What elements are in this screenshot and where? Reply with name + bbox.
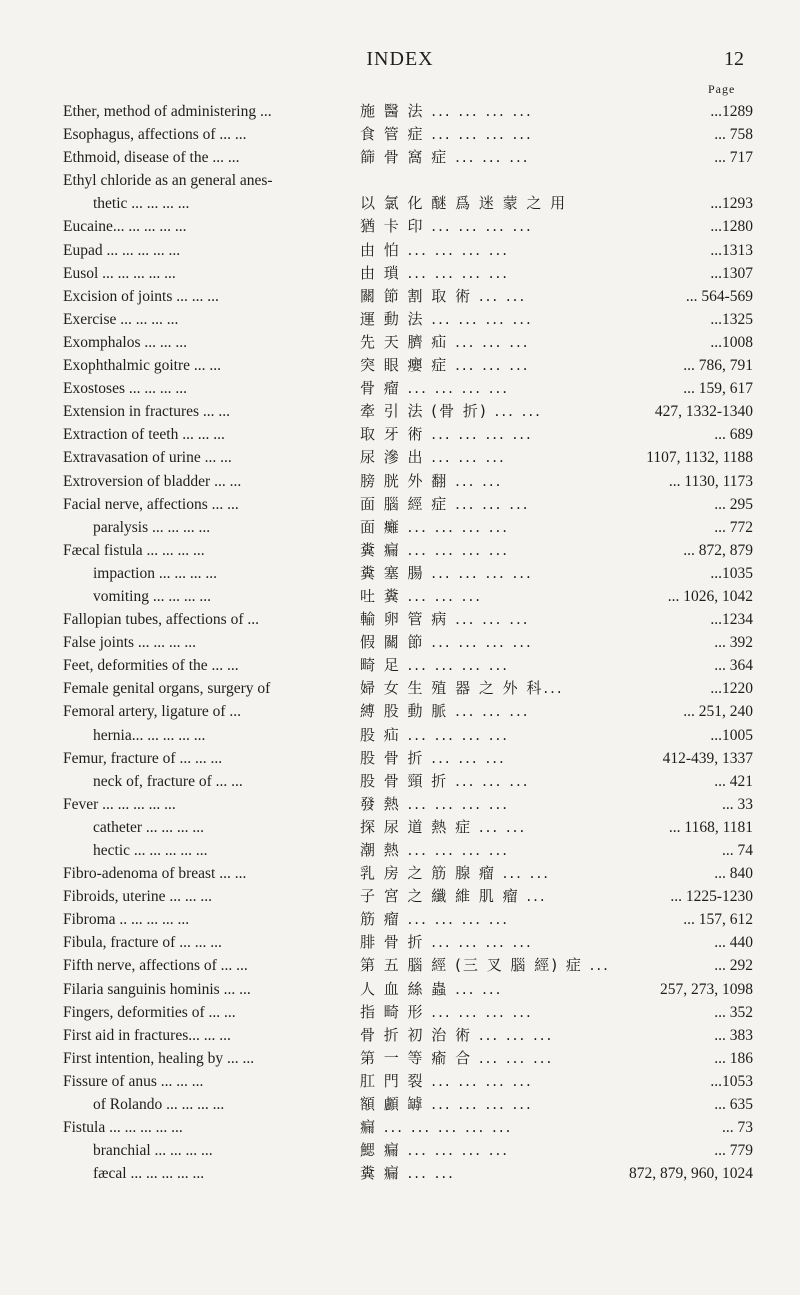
index-entry (63, 354, 763, 377)
entry-page-reference: ... 73 (722, 1119, 753, 1137)
entry-english-term: catheter ... ... ... ... (93, 818, 205, 836)
entry-page-reference: ... 74 (722, 842, 753, 859)
index-entry (63, 608, 763, 631)
index-entry (63, 377, 763, 400)
entry-english-term: Esophagus, affections of ... ... (63, 126, 247, 144)
index-entry (63, 724, 763, 747)
entry-chinese-term: 乳 房 之 筋 腺 瘤 ... ... (360, 864, 550, 883)
index-entry (63, 770, 763, 793)
entry-chinese-term: 牽 引 法 (骨 折) ... ... (360, 402, 542, 421)
entry-chinese-term: 發 熱 ... ... ... ... (360, 794, 510, 813)
entry-chinese-term: 瘺 ... ... ... ... ... (360, 1118, 513, 1137)
index-entry (63, 100, 763, 123)
entry-page-reference: ... 779 (714, 1142, 753, 1160)
running-head-title: INDEX (366, 48, 434, 70)
index-entry (63, 1070, 763, 1093)
index-entry (63, 239, 763, 262)
entry-page-reference: ... 786, 791 (683, 357, 753, 375)
index-entry (63, 400, 763, 423)
entry-page-reference: 1107, 1132, 1188 (646, 449, 753, 467)
index-entry (63, 331, 763, 354)
index-entry (63, 931, 763, 954)
entry-page-reference: ...1280 (710, 218, 753, 236)
entry-page-reference: ... 758 (714, 126, 753, 144)
entry-english-term: Fibro-adenoma of breast ... ... (63, 865, 247, 883)
index-entry (63, 308, 763, 331)
entry-english-term: paralysis ... ... ... ... (93, 518, 211, 536)
index-entry (63, 862, 763, 885)
index-entry (63, 493, 763, 516)
index-entry (63, 1162, 763, 1185)
entry-chinese-term: 由 怕 ... ... ... ... (360, 240, 510, 259)
entry-english-term: Fibroids, uterine ... ... ... (63, 888, 212, 906)
entry-english-term: First intention, healing by ... ... (63, 1049, 255, 1067)
entry-page-reference: ... 564-569 (685, 287, 753, 305)
index-entry (63, 908, 763, 931)
index-entry (63, 954, 763, 977)
entry-page-reference: ... 251, 240 (683, 703, 753, 721)
index-entry (63, 631, 763, 654)
entry-chinese-term: 糞 瘺 ... ... (360, 1164, 455, 1183)
entry-chinese-term: 人 血 絲 蟲 ... ... (360, 979, 503, 998)
entry-english-term: Fever ... ... ... ... ... (63, 795, 176, 813)
entry-chinese-term: 由 瑣 ... ... ... ... (360, 263, 510, 282)
entry-english-term: thetic ... ... ... ... (93, 195, 190, 213)
index-entry (63, 747, 763, 770)
entry-chinese-term: 假 關 節 ... ... ... ... (360, 633, 533, 652)
index-entry (63, 539, 763, 562)
entry-chinese-term: 額 顱 罅 ... ... ... ... (360, 1095, 533, 1114)
entry-english-term: Extraction of teeth ... ... ... (63, 426, 225, 444)
entry-page-reference: ...1307 (710, 264, 753, 282)
entry-page-reference: ... 186 (714, 1049, 753, 1067)
entry-english-term: Exercise ... ... ... ... (63, 310, 179, 328)
entry-page-reference: ...1053 (710, 1072, 753, 1090)
entry-english-term: Filaria sanguinis hominis ... ... (63, 980, 251, 998)
entry-page-reference: ... 421 (714, 772, 753, 790)
index-entry (63, 169, 763, 192)
entry-page-reference: ... 364 (714, 657, 753, 675)
entry-page-reference: ... 159, 617 (683, 380, 753, 398)
entry-english-term: Feet, deformities of the ... ... (63, 657, 239, 675)
entry-page-reference: ... 440 (714, 934, 753, 952)
entry-english-term: hectic ... ... ... ... ... (93, 842, 208, 859)
entry-chinese-term: 以 氯 化 醚 爲 迷 蒙 之 用 (360, 194, 568, 213)
index-entry (63, 654, 763, 677)
index-entry (63, 192, 763, 215)
entry-page-reference: ... 33 (722, 795, 753, 813)
entry-english-term: Female genital organs, surgery of (63, 680, 271, 698)
entry-chinese-term: 股 骨 折 ... ... ... (360, 748, 506, 767)
entry-chinese-term: 施 醫 法 ... ... ... ... (360, 102, 533, 120)
entry-page-reference: ...1325 (710, 310, 753, 328)
entry-chinese-term: 子 宮 之 纖 維 肌 瘤 ... (360, 887, 547, 906)
index-entry (63, 793, 763, 816)
entry-english-term: neck of, fracture of ... ... (93, 772, 243, 790)
entry-page-reference: ...1035 (710, 564, 753, 582)
index-entry (63, 516, 763, 539)
entry-chinese-term: 運 動 法 ... ... ... ... (360, 309, 533, 328)
entry-page-reference: ... 872, 879 (683, 541, 753, 559)
entry-chinese-term: 縛 股 動 脈 ... ... ... (360, 702, 530, 721)
entry-page-reference: ... 717 (714, 149, 753, 167)
entry-page-reference: ... 772 (714, 518, 753, 536)
entry-chinese-term: 輸 卵 管 病 ... ... ... (360, 610, 530, 629)
index-entry (63, 1093, 763, 1116)
entry-english-term: Exomphalos ... ... ... (63, 333, 187, 351)
entry-chinese-term: 股 骨 頸 折 ... ... ... (360, 771, 530, 790)
entry-chinese-term: 取 牙 術 ... ... ... ... (360, 425, 533, 444)
page-number: 12 (724, 48, 744, 70)
entry-chinese-term: 探 尿 道 熱 症 ... ... (360, 817, 527, 836)
index-entry (63, 585, 763, 608)
entry-english-term: Eucaine... ... ... ... ... (63, 218, 187, 236)
index-entry (63, 146, 763, 169)
entry-chinese-term: 潮 熱 ... ... ... ... (360, 841, 510, 859)
entry-english-term: Ethyl chloride as an general anes- (63, 172, 273, 190)
entry-chinese-term: 指 畸 形 ... ... ... ... (360, 1002, 533, 1021)
entry-page-reference: ... 1026, 1042 (667, 587, 753, 605)
entry-english-term: Exostoses ... ... ... ... (63, 380, 187, 398)
entry-chinese-term: 婦 女 生 殖 器 之 外 科... (360, 679, 564, 698)
entry-chinese-term: 面 癱 ... ... ... ... (360, 517, 510, 536)
index-entry (63, 446, 763, 469)
entry-page-reference: ...1234 (710, 611, 753, 629)
entry-english-term: Fingers, deformities of ... ... (63, 1003, 236, 1021)
entry-english-term: First aid in fractures... ... ... (63, 1026, 231, 1044)
entry-page-reference: 872, 879, 960, 1024 (629, 1165, 753, 1183)
entry-page-reference: ... 295 (714, 495, 753, 513)
index-entry (63, 285, 763, 308)
entry-page-reference: ... 1130, 1173 (668, 472, 753, 490)
entry-chinese-term: 篩 骨 窩 症 ... ... ... (360, 148, 530, 167)
entry-chinese-term: 糞 瘺 ... ... ... ... (360, 540, 510, 559)
entry-chinese-term: 面 腦 經 症 ... ... ... (360, 494, 530, 513)
index-entry (63, 423, 763, 446)
index-entry (63, 1001, 763, 1024)
entry-chinese-term: 尿 滲 出 ... ... ... (360, 448, 506, 467)
entry-english-term: Fallopian tubes, affections of ... (63, 611, 260, 629)
entry-page-reference: ... 689 (714, 426, 753, 444)
index-entry (63, 700, 763, 723)
entry-chinese-term: 吐 糞 ... ... ... (360, 586, 482, 605)
entry-english-term: branchial ... ... ... ... (93, 1142, 213, 1160)
entry-chinese-term: 鰓 瘺 ... ... ... ... (360, 1141, 510, 1160)
entry-page-reference: 412-439, 1337 (662, 749, 753, 767)
entry-chinese-term: 骨 折 初 治 術 ... ... ... (360, 1025, 554, 1044)
index-entry (63, 262, 763, 285)
entry-english-term: Fibula, fracture of ... ... ... (63, 934, 222, 952)
entry-english-term: fæcal ... ... ... ... ... (93, 1165, 205, 1183)
entry-chinese-term: 食 管 症 ... ... ... ... (360, 125, 533, 144)
entry-chinese-term: 第 五 腦 經 (三 叉 腦 經) 症 ... (360, 956, 610, 975)
entry-page-reference: ... 1168, 1181 (668, 818, 753, 836)
entry-english-term: Eupad ... ... ... ... ... (63, 241, 181, 259)
entry-page-reference: ...1293 (710, 195, 753, 213)
entry-english-term: Fissure of anus ... ... ... (63, 1072, 204, 1090)
entry-english-term: Femur, fracture of ... ... ... (63, 749, 223, 767)
index-entry (63, 215, 763, 238)
entry-chinese-term: 關 節 割 取 術 ... ... (360, 286, 527, 305)
entry-english-term: Ether, method of administering ... (63, 103, 272, 120)
entry-english-term: of Rolando ... ... ... ... (93, 1096, 225, 1114)
index-entry (63, 1139, 763, 1162)
index-entry (63, 885, 763, 908)
index-entry (63, 677, 763, 700)
entry-chinese-term: 腓 骨 折 ... ... ... ... (360, 933, 533, 952)
entry-chinese-term: 第 一 等 瘉 合 ... ... ... (360, 1048, 554, 1067)
entry-page-reference: ...1005 (710, 726, 753, 744)
entry-english-term: False joints ... ... ... ... (63, 634, 197, 652)
entry-page-reference: ... 635 (714, 1096, 753, 1114)
entry-chinese-term: 膀 胱 外 翻 ... ... (360, 471, 503, 490)
index-entry (63, 1047, 763, 1070)
entry-english-term: Fæcal fistula ... ... ... ... (63, 541, 205, 559)
entry-english-term: hernia... ... ... ... ... (93, 726, 206, 744)
entry-page-reference: ... 383 (714, 1026, 753, 1044)
entry-english-term: Fibroma .. ... ... ... ... (63, 911, 190, 929)
entry-english-term: Exophthalmic goitre ... ... (63, 357, 221, 375)
entry-english-term: vomiting ... ... ... ... (93, 587, 211, 605)
entry-chinese-term: 筋 瘤 ... ... ... ... (360, 910, 510, 929)
entry-english-term: Excision of joints ... ... ... (63, 287, 219, 305)
entry-english-term: Eusol ... ... ... ... ... (63, 264, 176, 282)
entry-page-reference: ... 352 (714, 1003, 753, 1021)
index-entry (63, 978, 763, 1001)
entry-page-reference: ... 292 (714, 957, 753, 975)
entry-page-reference: ...1008 (710, 333, 753, 351)
index-entry (63, 562, 763, 585)
entry-chinese-term: 股 疝 ... ... ... ... (360, 725, 510, 744)
entry-english-term: Extravasation of urine ... ... (63, 449, 232, 467)
entry-chinese-term: 肛 門 裂 ... ... ... ... (360, 1071, 533, 1090)
entry-english-term: Femoral artery, ligature of ... (63, 703, 242, 721)
entry-chinese-term: 先 天 臍 疝 ... ... ... (360, 332, 530, 351)
entry-chinese-term: 畸 足 ... ... ... ... (360, 656, 510, 675)
entry-english-term: Facial nerve, affections ... ... (63, 495, 239, 513)
entry-english-term: Extroversion of bladder ... ... (63, 472, 242, 490)
index-entry (63, 816, 763, 839)
entry-page-reference: 427, 1332-1340 (654, 403, 753, 421)
entry-english-term: Ethmoid, disease of the ... ... (63, 149, 240, 167)
entry-page-reference: ... 392 (714, 634, 753, 652)
index-entry (63, 1116, 763, 1139)
index-entry (63, 1024, 763, 1047)
entry-english-term: Fistula ... ... ... ... ... (63, 1119, 183, 1137)
entry-chinese-term: 骨 瘤 ... ... ... ... (360, 379, 510, 398)
entry-page-reference: ...1220 (710, 680, 753, 698)
entry-chinese-term: 猶 卡 印 ... ... ... ... (360, 217, 533, 236)
entry-page-reference: ...1289 (710, 103, 753, 120)
index-entry (63, 123, 763, 146)
index-entry-list (63, 100, 763, 1185)
entry-chinese-term: 突 眼 癭 症 ... ... ... (360, 356, 530, 375)
entry-page-reference: 257, 273, 1098 (660, 980, 753, 998)
entry-english-term: impaction ... ... ... ... (93, 564, 217, 582)
page-column-label: Page (708, 82, 736, 96)
entry-page-reference: ... 840 (714, 865, 753, 883)
entry-page-reference: ... 1225-1230 (670, 888, 753, 906)
index-entry (63, 839, 763, 862)
entry-english-term: Fifth nerve, affections of ... ... (63, 957, 248, 975)
entry-page-reference: ... 157, 612 (683, 911, 753, 929)
entry-chinese-term: 糞 塞 腸 ... ... ... ... (360, 563, 533, 582)
entry-page-reference: ...1313 (710, 241, 753, 259)
index-entry (63, 470, 763, 493)
entry-english-term: Extension in fractures ... ... (63, 403, 231, 421)
